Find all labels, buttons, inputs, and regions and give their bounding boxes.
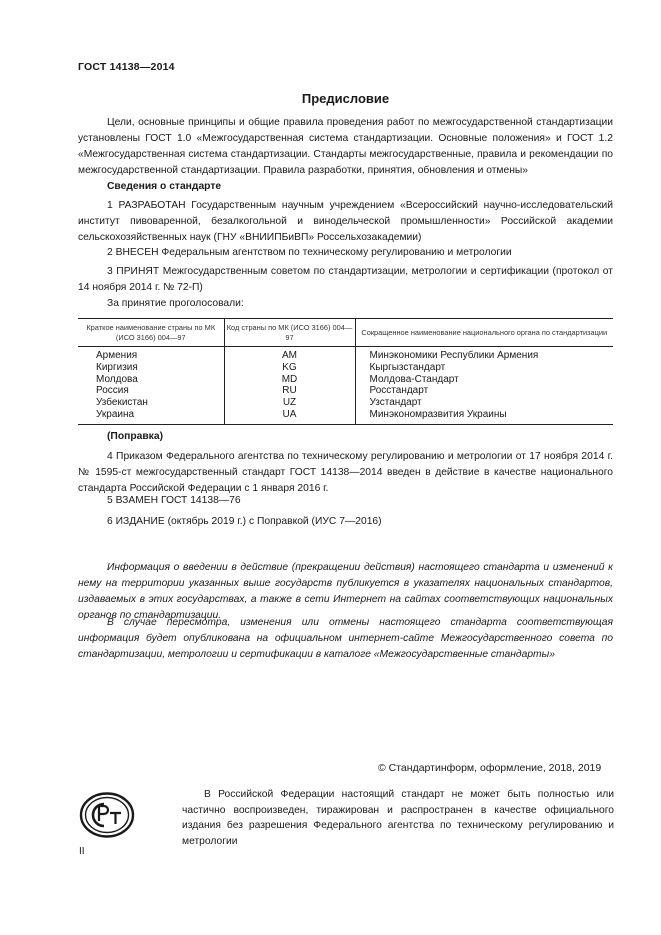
rst-logo-icon — [79, 791, 135, 839]
org-cell: Росстандарт — [355, 385, 613, 397]
item-3-paragraph: 3 ПРИНЯТ Межгосударственным советом по стандартизации, метрологии и сертификации (протокол от 14 ноября 2014 г. № 72-П) — [78, 266, 613, 293]
voted-label: За принятие проголосовали: — [107, 298, 244, 309]
table-header-row — [78, 319, 613, 347]
item-6-paragraph: 6 ИЗДАНИЕ (октябрь 2019 г.) с Поправкой (ИУС 7—2016) — [107, 516, 382, 527]
page-title: Предисловие — [301, 91, 390, 106]
info-note-2: В случае пересмотра, изменения или отмены настоящего стандарта соответствующая информация будет опубликована на официальном интернет-сайте Межгосударственного совета по стандартизации, метрологии и сертификации в каталоге «Межгосударственные стандарты» — [78, 617, 613, 660]
table-row — [78, 409, 613, 424]
member-states-table — [78, 318, 613, 425]
table-row — [78, 362, 613, 374]
code-cell: UZ — [224, 397, 355, 409]
code-cell: MD — [224, 374, 355, 386]
item-2-paragraph: 2 ВНЕСЕН Федеральным агентством по техническому регулированию и метрологии — [107, 247, 512, 258]
country-cell: Армения — [96, 350, 138, 361]
code-cell: UA — [224, 409, 355, 424]
intro-paragraph: Цели, основные принципы и общие правила проведения работ по межгосударственной стандартизации установлены ГОСТ 1.0 «Межгосударственная система стандартизации. Основные положения» и ГОСТ 1.2 «Межгосударственная система стандартизации. Стандарты межгосударственные, правила и рекомендации по межгосударственной стандартизации. Правила разработки, принятия, обновления и отмены» — [78, 117, 613, 176]
org-cell: Молдова-Стандарт — [355, 374, 613, 386]
header-org: Сокращенное наименование национального органа по стандартизации — [355, 319, 613, 347]
item-1-paragraph: 1 РАЗРАБОТАН Государственным научным учреждением «Всероссийский научно-исследовательский институт пивоваренной, безалкогольной и винодельческой промышленности» Российской академии сельскохозяйственных наук (ГНУ «ВНИИПБиВП» Россельхозакадемии) — [78, 200, 613, 243]
item-5-paragraph: 5 ВЗАМЕН ГОСТ 14138—76 — [107, 495, 241, 506]
code-cell: RU — [224, 385, 355, 397]
item-4-paragraph: 4 Приказом Федерального агентства по техническому регулированию и метрологии от 17 ноября 2014 г. № 1595-ст межгосударственный стандарт ГОСТ 14138—2014 введен в действие в качестве национального стандарта Российской Федерации с 1 января 2016 г. — [78, 451, 613, 494]
copyright-notice: В Российской Федерации настоящий стандарт не может быть полностью или частично воспроизведен, тиражирован и распространен в качестве официального издания без разрешения Федерального агентства по техническому регулированию и метрологии — [182, 789, 614, 847]
code-cell: KG — [224, 362, 355, 374]
header-code: Код страны по МК (ИСО 3166) 004—97 — [224, 319, 355, 347]
info-heading: Сведения о стандарте — [107, 181, 222, 192]
country-cell: Украина — [78, 409, 224, 424]
info-note-1: Информация о введении в действие (прекращении действия) настоящего стандарта и изменений к нему на территории указанных выше государств публикуется в указателях национальных стандартов, издаваемых в этих государствах, а также в сети Интернет на сайтах соответствующих национальных органов по стандартизации. — [78, 562, 613, 621]
code-cell: AM — [224, 347, 355, 362]
org-cell: Минэкономразвития Украины — [355, 409, 613, 424]
standard-code-header: ГОСТ 14138—2014 — [78, 61, 175, 73]
country-cell: Киргизия — [96, 361, 138, 373]
org-cell: Минэкономики Республики Армения — [355, 347, 613, 362]
table-row — [78, 385, 613, 397]
org-cell: Кыргызстандарт — [355, 362, 613, 374]
table-row — [78, 347, 613, 362]
header-country: Краткое наименование страны по МК (ИСО 3166) 004—97 — [78, 319, 224, 347]
country-cell: Россия — [96, 385, 129, 397]
table-row — [78, 397, 613, 409]
table-row — [78, 374, 613, 386]
page-number: II — [79, 846, 85, 857]
org-cell: Узстандарт — [355, 397, 613, 409]
copyright-line: © Стандартинформ, оформление, 2018, 2019 — [378, 762, 602, 774]
country-cell: Узбекистан — [96, 397, 148, 409]
amendment-label: (Поправка) — [107, 431, 163, 442]
country-cell: Молдова — [96, 373, 138, 385]
